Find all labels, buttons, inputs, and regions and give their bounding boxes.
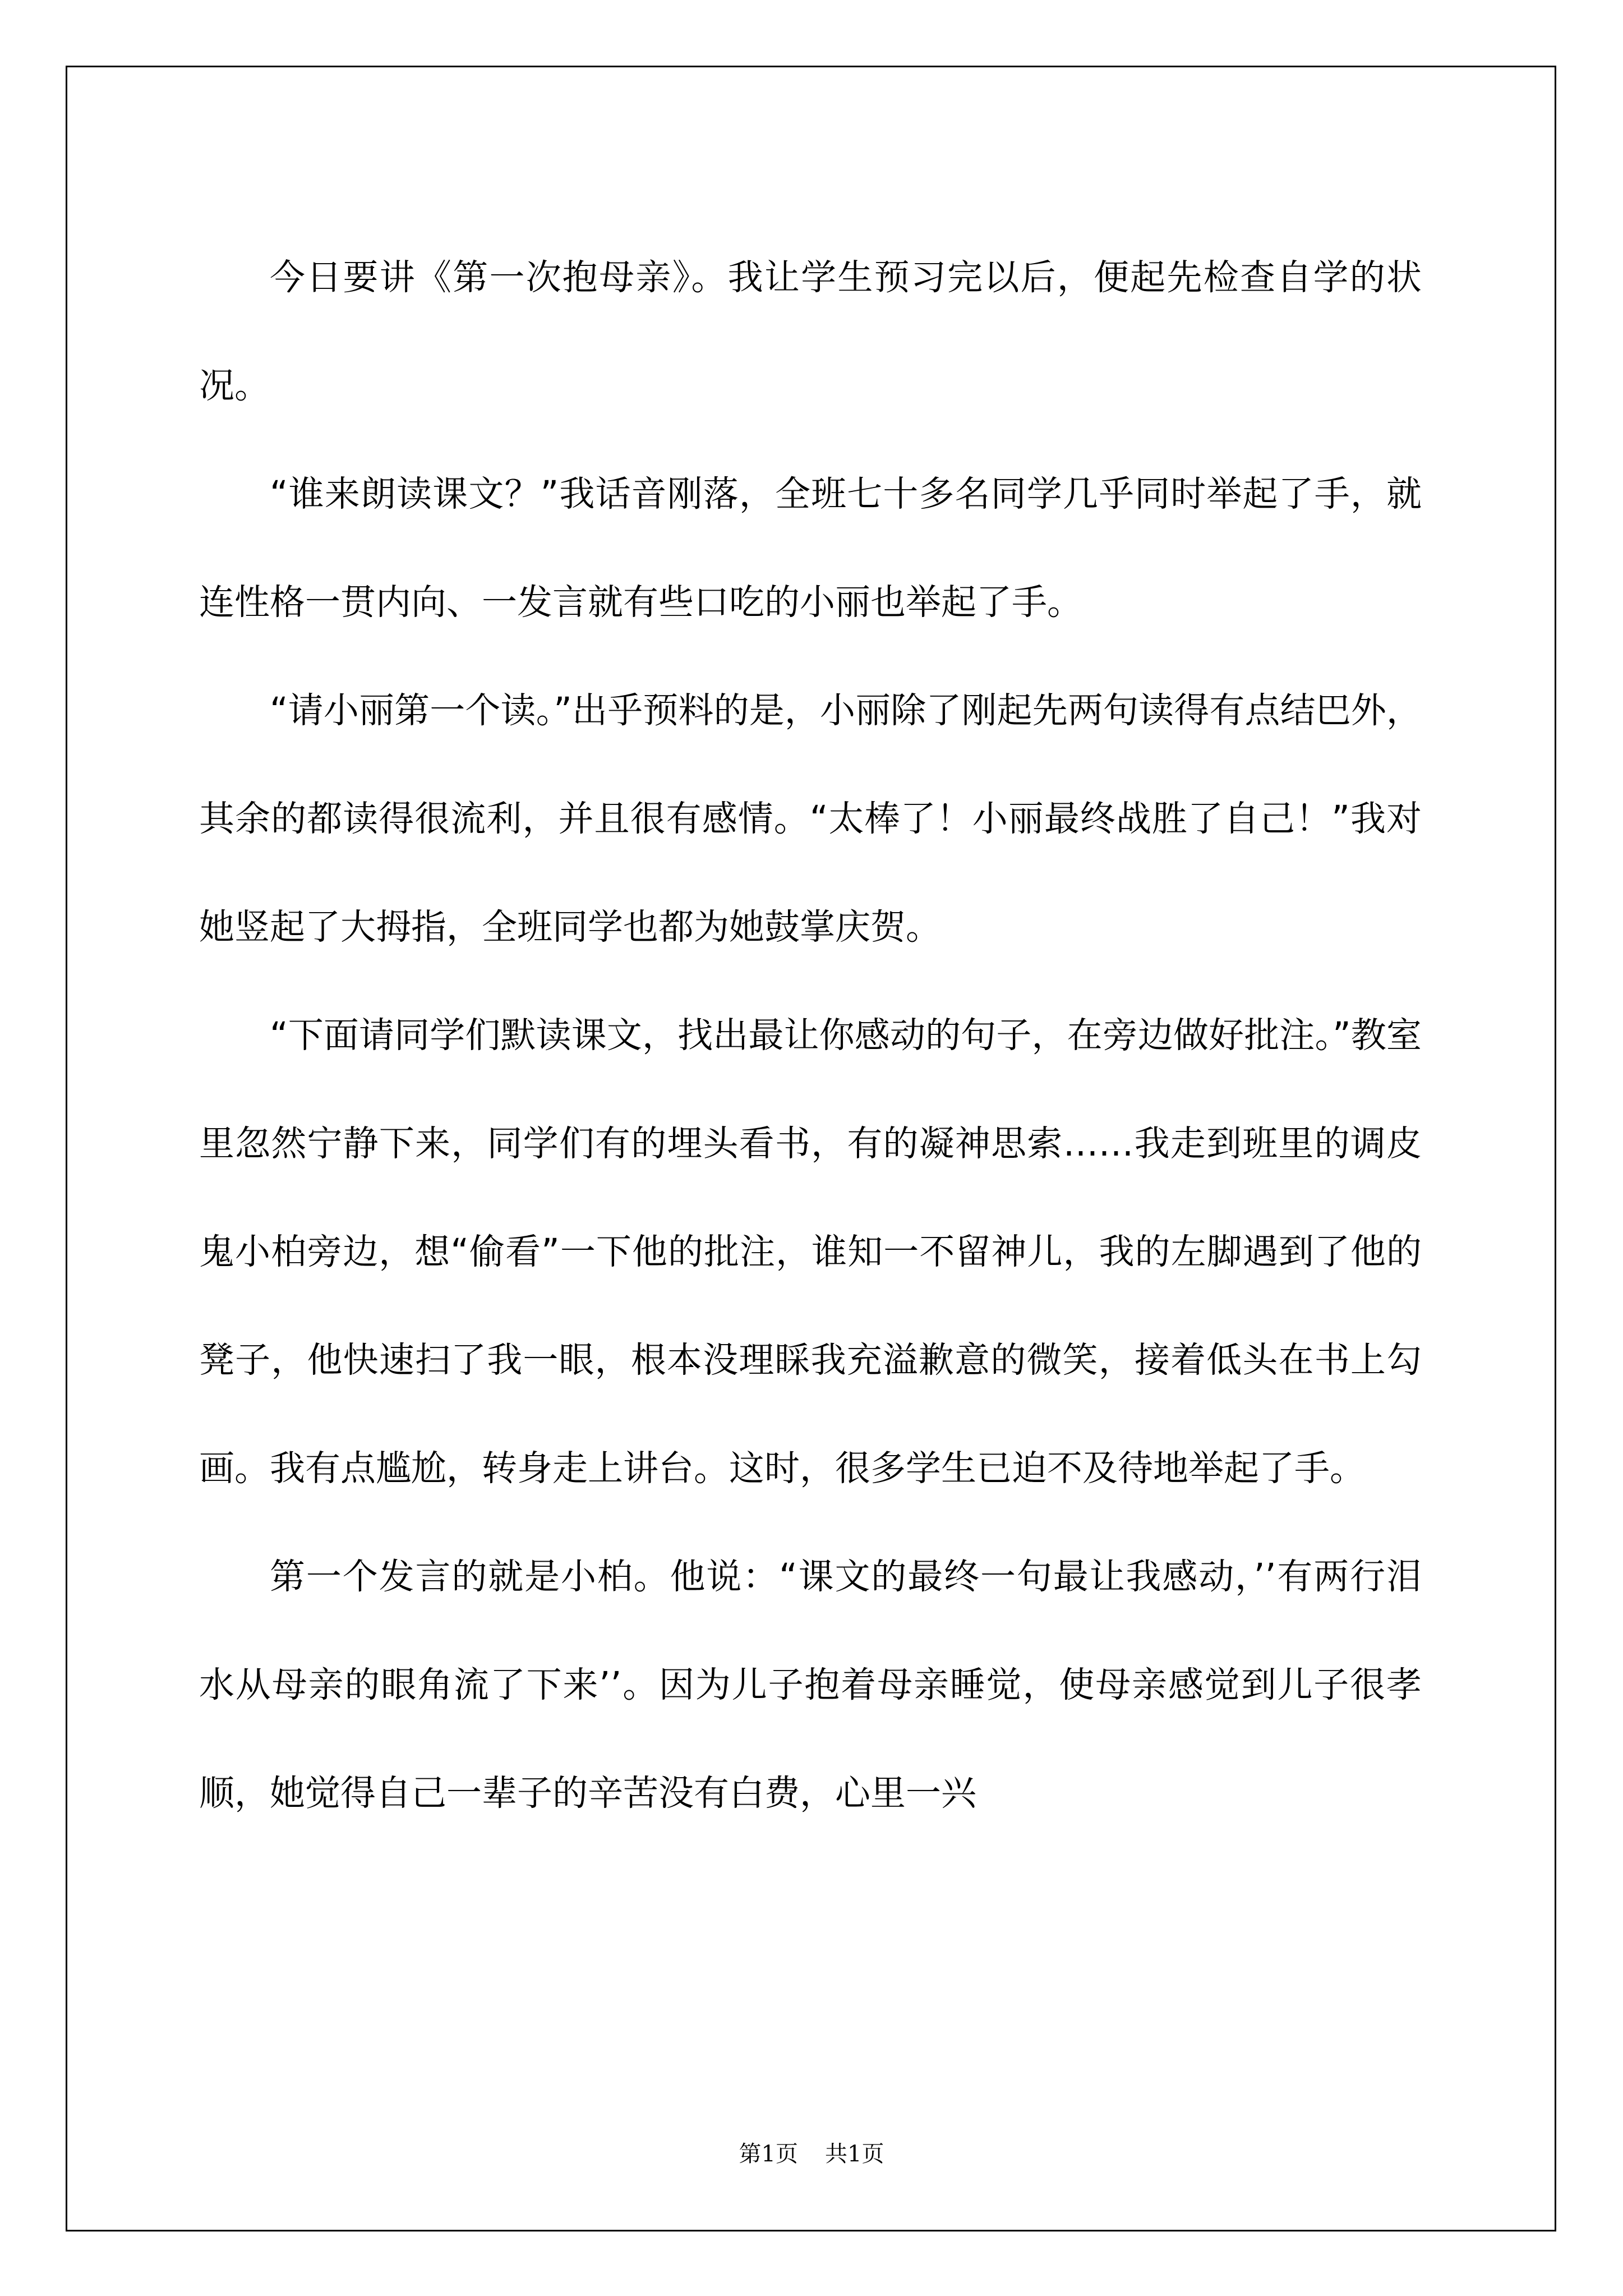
paragraph-3: “请小丽第一个读。”出乎预料的是，小丽除了刚起先两句读得有点结巴外，其余的都读得很流利，并且很有感情。“太棒了！小丽最终战胜了自己！”我对她竖起了大拇指，全班同学也都为她鼓掌庆贺。 <box>199 690 1422 947</box>
page-footer <box>0 2136 1623 2168</box>
paragraph-5: 第一个发言的就是小柏。他说：“课文的最终一句最让我感动，’’有两行泪水从母亲的眼角流了下来’’。因为儿子抱着母亲睡觉，使母亲感觉到儿子很孝顺，她觉得自己一辈子的辛苦没有白费，心里一兴 <box>199 1556 1422 1814</box>
total-pages: 共1页 <box>825 2141 884 2167</box>
paragraph-4: “下面请同学们默读课文，找出最让你感动的句子，在旁边做好批注。”教室里忽然宁静下来，同学们有的埋头看书，有的凝神思索……我走到班里的调皮鬼小柏旁边，想“偷看”一下他的批注，谁知一不留神儿，我的左脚遇到了他的凳子，他快速扫了我一眼，根本没理睬我充溢歉意的微笑，接着低头在书上勾画。我有点尴尬，转身走上讲台。这时，很多学生已迫不及待地举起了手。 <box>199 1015 1422 1489</box>
paragraph-2: “谁来朗读课文？”我话音刚落，全班七十多名同学几乎同时举起了手，就连性格一贯内向、一发言就有些口吃的小丽也举起了手。 <box>199 473 1422 623</box>
page-number: 第1页 <box>739 2141 798 2167</box>
paragraph-1: 今日要讲《第一次抱母亲》。我让学生预习完以后，便起先检查自学的状况。 <box>199 257 1422 406</box>
document-body <box>199 223 1422 1847</box>
